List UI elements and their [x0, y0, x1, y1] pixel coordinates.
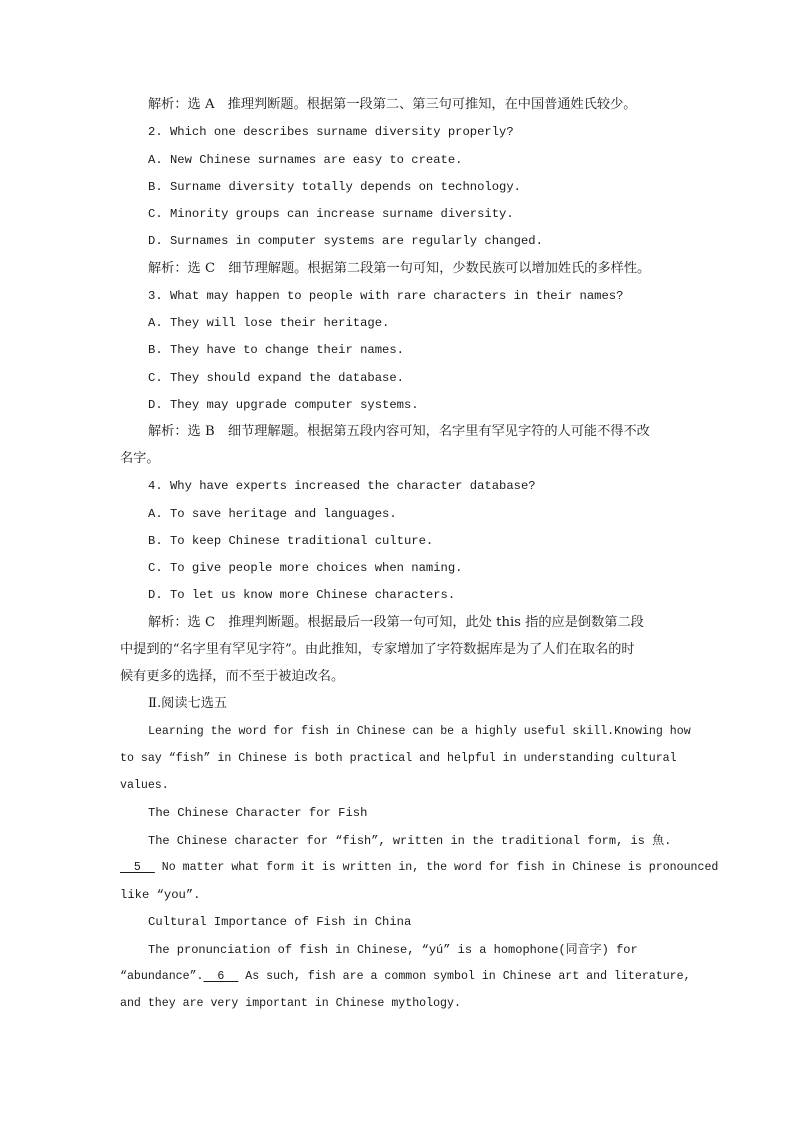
q4-explanation-line3: 候有更多的选择，而不至于被迫改名。	[120, 669, 345, 684]
q4-option-b: B. To keep Chinese traditional culture.	[148, 534, 434, 548]
q3-explanation-line1: 解析：选 B 细节理解题。根据第五段内容可知，名字里有罕见字符的人可能不得不改	[148, 424, 650, 439]
p1-line3: like “you”.	[120, 888, 201, 902]
p1-line1: The Chinese character for “fish”, written in the traditional form, is 魚.	[148, 834, 672, 848]
subheading-cultural: Cultural Importance of Fish in China	[148, 915, 412, 929]
q3-explanation-line2: 名字。	[120, 451, 160, 466]
section-heading: Ⅱ.阅读七选五	[148, 696, 228, 711]
q2-option-a: A. New Chinese surnames are easy to create.	[148, 153, 463, 167]
q2-option-b: B. Surname diversity totally depends on technology.	[148, 180, 521, 194]
intro-line2: to say “fish” in Chinese is both practical and helpful in understanding cultural	[120, 752, 677, 765]
q4-option-a: A. To save heritage and languages.	[148, 507, 397, 521]
blank-5[interactable]: 5	[133, 861, 141, 874]
p1-line2: 5 No matter what form it is written in, the word for fish in Chinese is pronounced	[120, 862, 718, 874]
p2-line3: and they are very important in Chinese mythology.	[120, 997, 461, 1010]
q3-question: 3. What may happen to people with rare characters in their names?	[148, 289, 624, 303]
q4-explanation-line1: 解析：选 C 推理判断题。根据最后一段第一句可知，此处 this 指的应是倒数第二段	[148, 615, 644, 630]
p2-line1: The pronunciation of fish in Chinese, “yú” is a homophone(同音字) for	[148, 943, 638, 957]
q4-explanation-line2: 中提到的“名字里有罕见字符”。由此推知，专家增加了字符数据库是为了人们在取名的时	[120, 642, 635, 657]
q3-option-c: C. They should expand the database.	[148, 371, 404, 385]
intro-line1: Learning the word for fish in Chinese can be a highly useful skill.Knowing how	[148, 725, 691, 738]
q4-question: 4. Why have experts increased the character database?	[148, 479, 536, 493]
q2-question: 2. Which one describes surname diversity properly?	[148, 125, 514, 139]
q3-option-d: D. They may upgrade computer systems.	[148, 398, 419, 412]
q4-option-d: D. To let us know more Chinese characters.	[148, 588, 456, 602]
p2-line2: “abundance”. 6 As such, fish are a common symbol in Chinese art and literature,	[120, 970, 691, 983]
q1-explanation: 解析：选 A 推理判断题。根据第一段第二、第三句可推知，在中国普通姓氏较少。	[148, 97, 637, 112]
blank-6[interactable]: 6	[217, 970, 225, 983]
q3-option-b: B. They have to change their names.	[148, 343, 404, 357]
q2-option-d: D. Surnames in computer systems are regularly changed.	[148, 234, 543, 248]
q2-explanation: 解析：选 C 细节理解题。根据第二段第一句可知，少数民族可以增加姓氏的多样性。	[148, 261, 651, 276]
q2-option-c: C. Minority groups can increase surname diversity.	[148, 207, 514, 221]
q3-option-a: A. They will lose their heritage.	[148, 316, 390, 330]
intro-line3: values.	[120, 779, 169, 792]
subheading-character: The Chinese Character for Fish	[148, 806, 368, 820]
q4-option-c: C. To give people more choices when naming.	[148, 561, 463, 575]
